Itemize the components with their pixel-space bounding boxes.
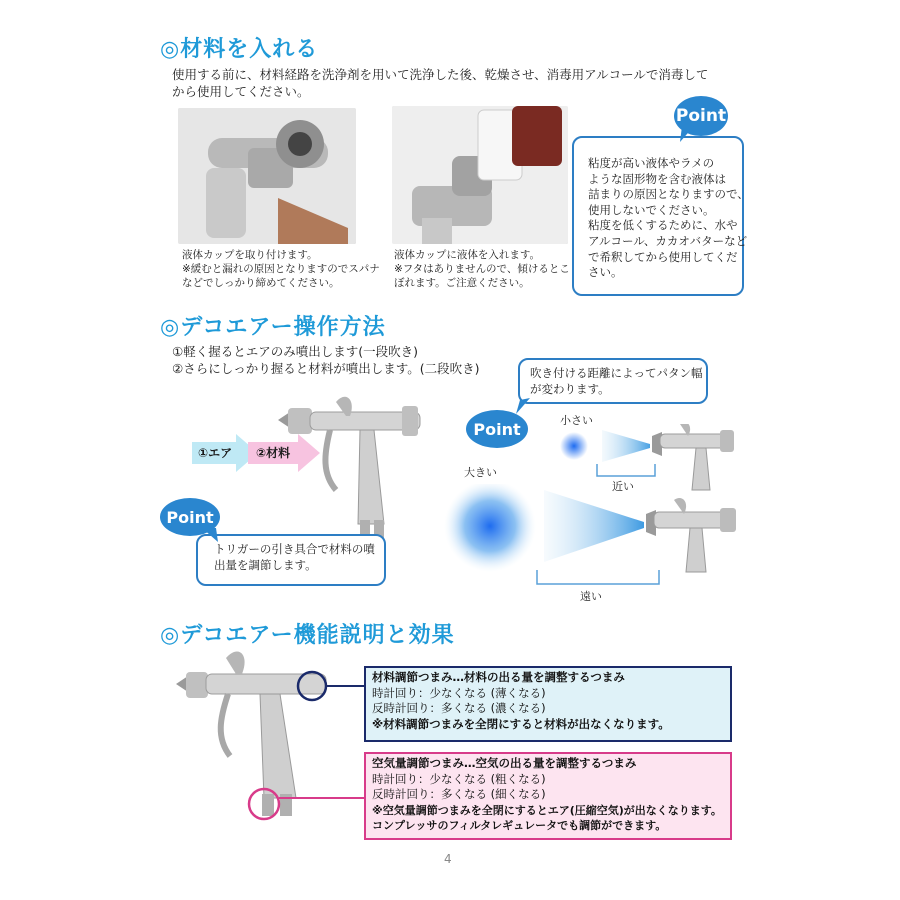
point-line: ような固形物を含む液体は	[588, 171, 726, 186]
photo-fill-cup	[392, 106, 568, 244]
point-line: 粘度が高い液体やラメの	[588, 156, 715, 170]
point-distance-line2: が変わります。	[530, 382, 610, 396]
point-line: で希釈してから使用してくだ	[588, 249, 738, 264]
point-line: さい。	[588, 265, 623, 280]
photo-attach-cup	[178, 108, 356, 244]
spray-large-diagram	[444, 484, 740, 574]
material-knob-note: ※材料調節つまみを全閉にすると材料が出なくなります。	[372, 716, 670, 731]
arrow-label-material: ②材料	[256, 446, 291, 460]
point-badge-tail	[514, 396, 534, 416]
point-line: 使用しないでください。	[588, 202, 715, 217]
section1-intro-line1: 使用する前に、材料経路を洗浄剤を用いて洗浄した後、乾燥させ、消毒用アルコールで消毒して	[172, 67, 709, 82]
section1-title: ◎材料を入れる	[160, 37, 319, 62]
material-knob-marker	[296, 666, 366, 706]
step2-text: ②さらにしっかり握ると材料が噴出します。(二段吹き)	[172, 361, 480, 376]
air-knob-counterclockwise: 反時計回り：多くなる (細くなる)	[372, 787, 546, 801]
point-box-distance	[518, 358, 708, 404]
air-knob-clockwise: 時計回り：少なくなる (粗くなる)	[372, 771, 546, 786]
section3-title: ◎デコエアー機能説明と効果	[160, 623, 455, 648]
photo1-caption-line3: などでしっかり締めてください。	[182, 277, 340, 289]
near-bracket	[596, 464, 656, 478]
point-line: 粘度を低くするために、水や	[588, 218, 738, 233]
air-knob-note1: ※空気量調節つまみを全閉にするとエア(圧縮空気)が出なくなります。	[372, 803, 722, 817]
point-badge: Point	[674, 96, 728, 136]
material-knob-heading: 材料調節つまみ…材料の出る量を調整するつまみ	[372, 670, 625, 684]
far-bracket	[536, 570, 660, 586]
point-badge: Point	[466, 410, 528, 448]
section2-title: ◎デコエアー操作方法	[160, 315, 386, 340]
large-label: 大きい	[464, 466, 497, 479]
air-knob-note2: コンプレッサのフィルタレギュレータでも調節ができます。	[372, 819, 667, 832]
photo1-caption-line2: ※緩むと漏れの原因となりますのでスパナ	[182, 263, 380, 275]
step1-text: ①軽く握るとエアのみ噴出します(一段吹き)	[172, 344, 418, 359]
air-knob-info-text	[372, 756, 722, 834]
point-trigger-line2: 出量を調節します。	[214, 558, 317, 572]
point-line: 詰まりの原因となりますので、	[588, 187, 749, 202]
point-badge-tail	[678, 124, 698, 144]
far-label: 遠い	[580, 590, 602, 603]
point-trigger-line1: トリガーの引き具合で材料の噴	[214, 542, 375, 556]
section1-intro-line2: から使用してください。	[172, 84, 310, 99]
material-knob-counterclockwise: 反時計回り：多くなる (濃くなる)	[372, 701, 546, 715]
point-distance-line1: 吹き付ける距離によってパタン幅	[530, 366, 703, 380]
small-label: 小さい	[560, 414, 593, 427]
point-line: アルコール、カカオバターなど	[588, 233, 748, 248]
point-badge: Point	[160, 498, 220, 536]
arrow-label-air: ①エア	[198, 446, 233, 460]
photo2-caption-line3: ぼれます。ご注意ください。	[394, 277, 530, 289]
material-knob-clockwise: 時計回り：少なくなる (薄くなる)	[372, 685, 546, 700]
material-knob-info-text	[372, 670, 670, 732]
photo2-caption-line1: 液体カップに液体を入れます。	[394, 249, 541, 261]
point-viscosity-text	[588, 156, 749, 281]
photo2-caption-line2: ※フタはありませんので、傾けるとこ	[394, 263, 570, 275]
photo1-caption-line1: 液体カップを取り付けます。	[182, 249, 318, 261]
page-number: 4	[444, 852, 452, 866]
air-knob-heading: 空気量調節つまみ…空気の出る量を調整するつまみ	[372, 756, 637, 770]
near-label: 近い	[612, 480, 634, 493]
air-knob-marker	[246, 786, 370, 826]
